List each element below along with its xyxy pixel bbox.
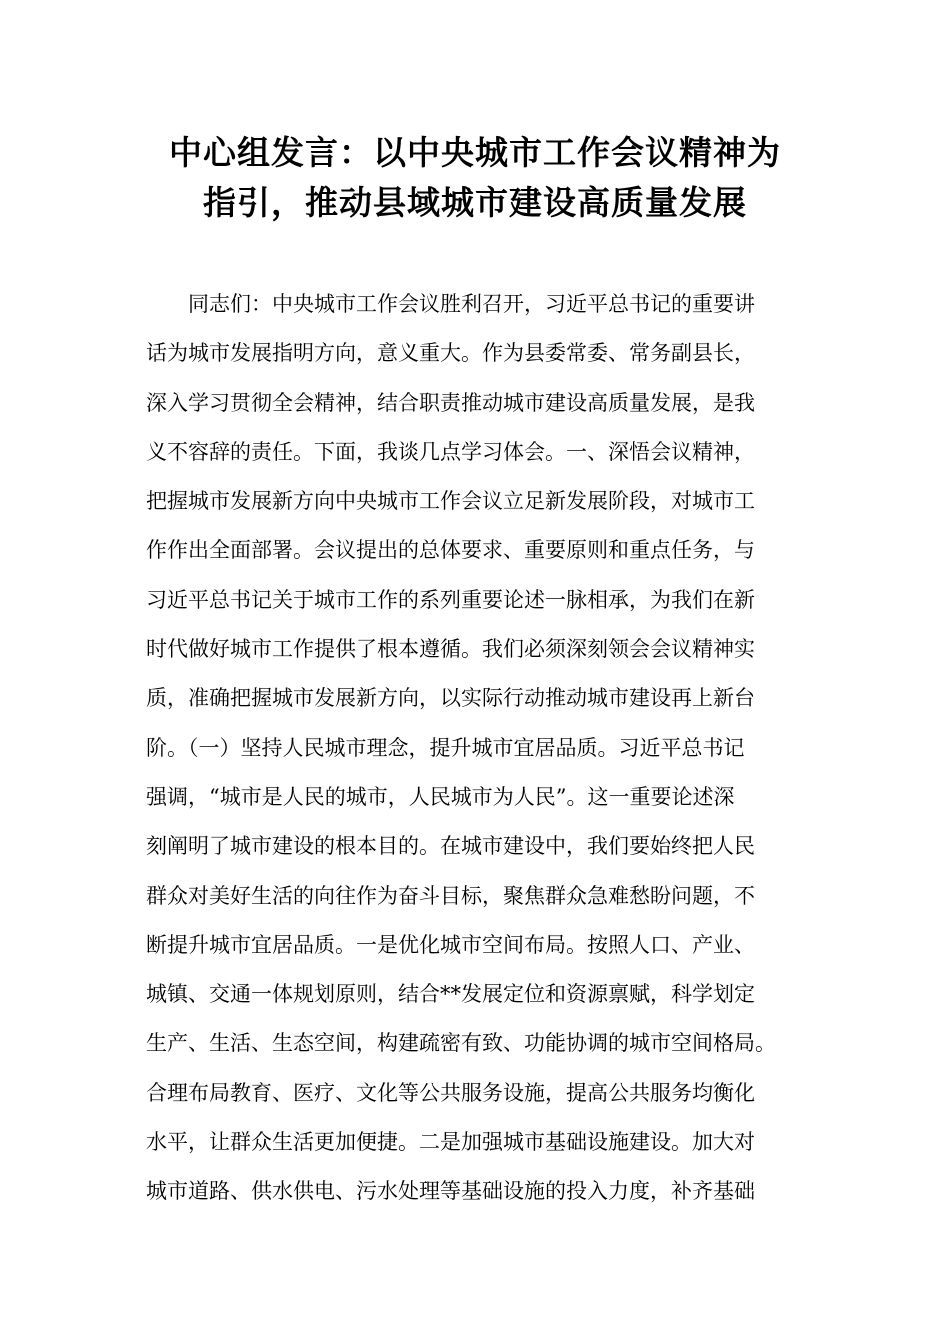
body-line: 把握城市发展新方向中央城市工作会议立足新发展阶段，对城市工 — [146, 489, 755, 514]
body-line: 合理布局教育、医疗、文化等公共服务设施，提高公共服务均衡化 — [146, 1080, 755, 1105]
body-line: 水平，让群众生活更加便捷。二是加强城市基础设施建设。加大对 — [146, 1130, 755, 1155]
body-line: 城市道路、供水供电、污水处理等基础设施的投入力度，补齐基础 — [146, 1179, 755, 1204]
body-line: 话为城市发展指明方向，意义重大。作为县委常委、常务副县长， — [146, 341, 755, 366]
body-line: 城镇、交通一体规划原则，结合**发展定位和资源禀赋，科学划定 — [146, 982, 755, 1007]
title-line-2: 指引，推动县域城市建设高质量发展 — [203, 183, 747, 222]
body-line: 刻阐明了城市建设的根本目的。在城市建设中，我们要始终把人民 — [146, 834, 755, 859]
body-line: 阶。（一）坚持人民城市理念，提升城市宜居品质。习近平总书记 — [146, 735, 745, 760]
body-line: 时代做好城市工作提供了根本遵循。我们必须深刻领会会议精神实 — [146, 637, 755, 662]
body-line: 义不容辞的责任。下面，我谈几点学习体会。一、深悟会议精神， — [146, 439, 755, 464]
body-line: 深入学习贯彻全会精神，结合职责推动城市建设高质量发展，是我 — [146, 390, 755, 415]
body-line: 习近平总书记关于城市工作的系列重要论述一脉相承，为我们在新 — [146, 587, 755, 612]
title-line-1: 中心组发言：以中央城市工作会议精神为 — [169, 133, 781, 172]
body-line: 断提升城市宜居品质。一是优化城市空间布局。按照人口、产业、 — [146, 932, 755, 957]
body-line: 强调，“城市是人民的城市，人民城市为人民”。这一重要论述深 — [146, 784, 735, 809]
body-line: 质，准确把握城市发展新方向，以实际行动推动城市建设再上新台 — [146, 686, 755, 711]
body-line: 同志们：中央城市工作会议胜利召开，习近平总书记的重要讲 — [188, 292, 755, 316]
body-line: 作作出全面部署。会议提出的总体要求、重要原则和重点任务，与 — [146, 538, 755, 563]
document-body — [146, 280, 836, 1217]
body-line: 群众对美好生活的向往作为奋斗目标，聚焦群众急难愁盼问题，不 — [146, 883, 755, 908]
body-line: 生产、生活、生态空间，构建疏密有致、功能协调的城市空间格局。 — [146, 1031, 776, 1056]
document-title — [120, 128, 830, 228]
